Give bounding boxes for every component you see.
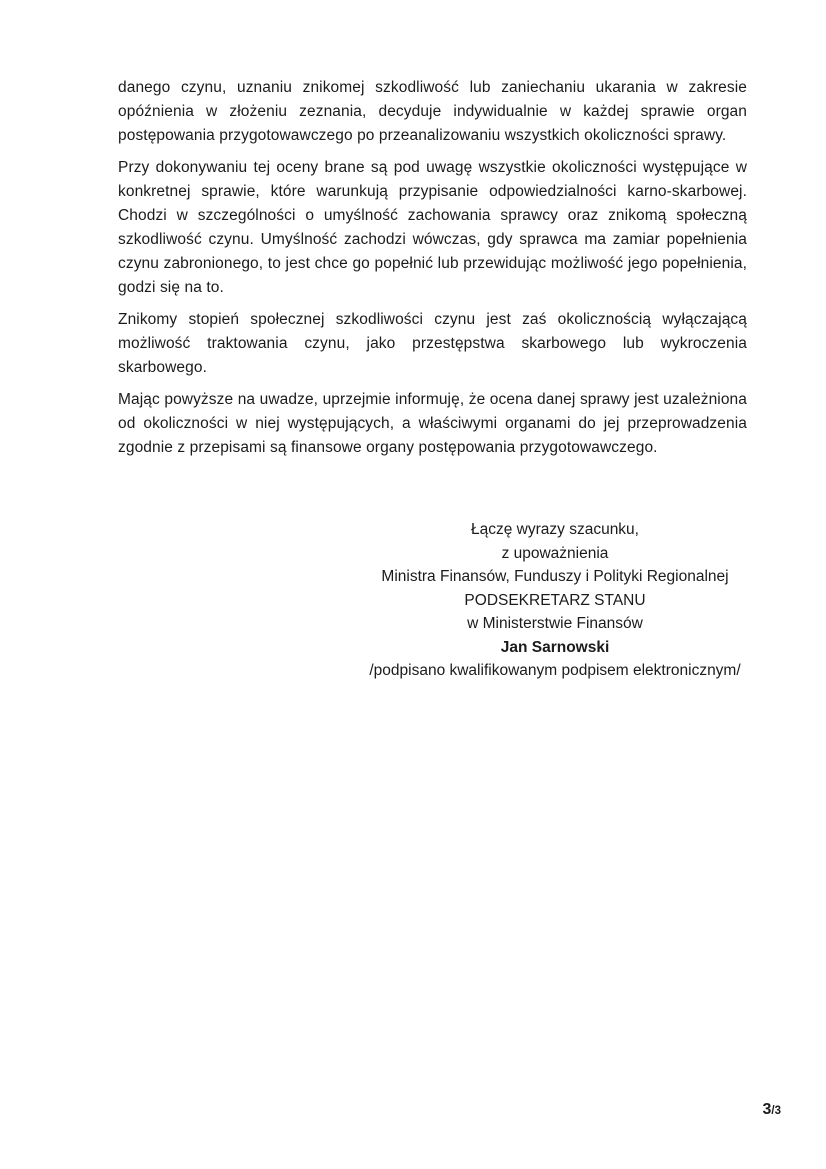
paragraph-3: Znikomy stopień społecznej szkodliwości czynu jest zaś okolicznością wyłączającą możliwość traktowania czynu, jako przestępstwa skarbowego lub wykroczenia skarbowego. (118, 311, 747, 376)
paragraph-1: danego czynu, uznaniu znikomej szkodliwość lub zaniechaniu ukarania w zakresie opóźnienia w złożeniu zeznania, decyduje indywidualnie w każdej sprawie organ postępowania przygotowawczego po przeanalizowaniu wszystkich okoliczności sprawy. (118, 79, 747, 144)
signature-name: Jan Sarnowski (500, 638, 610, 656)
page-number-current: 3 (762, 1101, 772, 1118)
signature-authority: Ministra Finansów, Funduszy i Polityki Regionalnej (381, 568, 729, 585)
signature-block (345, 518, 765, 683)
signature-title: PODSEKRETARZ STANU (464, 591, 646, 609)
paragraph-4: Mając powyższe na uwadze, uprzejmie informuję, że ocena danej sprawy jest uzależniona od okoliczności w niej występujących, a właściwymi organami do jej przeprowadzenia zgodnie z przepisami są finansowe organy postępowania przygotowawczego. (118, 391, 747, 456)
document-body (118, 76, 747, 683)
page-number-total: /3 (771, 1105, 781, 1117)
signature-authorization: z upoważnienia (501, 544, 609, 562)
paragraph-2: Przy dokonywaniu tej oceny brane są pod uwagę wszystkie okoliczności występujące w konkretnej sprawie, które warunkują przypisanie odpowiedzialności karno-skarbowej. Chodzi w szczególności o umyślność zachowania sprawcy oraz znikomą społeczną szkodliwość czynu. Umyślność zachodzi wówczas, gdy sprawca ma zamiar popełnienia czynu zabronionego, to jest chce go popełnić lub przewidując możliwość jego popełnienia, godzi się na to. (118, 159, 747, 296)
signature-institution: w Ministerstwie Finansów (467, 615, 643, 632)
signature-electronic-note: /podpisano kwalifikowanym podpisem elektronicznym/ (369, 662, 741, 679)
page-number (763, 1101, 782, 1119)
signature-closing: Łączę wyrazy szacunku, (471, 521, 639, 538)
